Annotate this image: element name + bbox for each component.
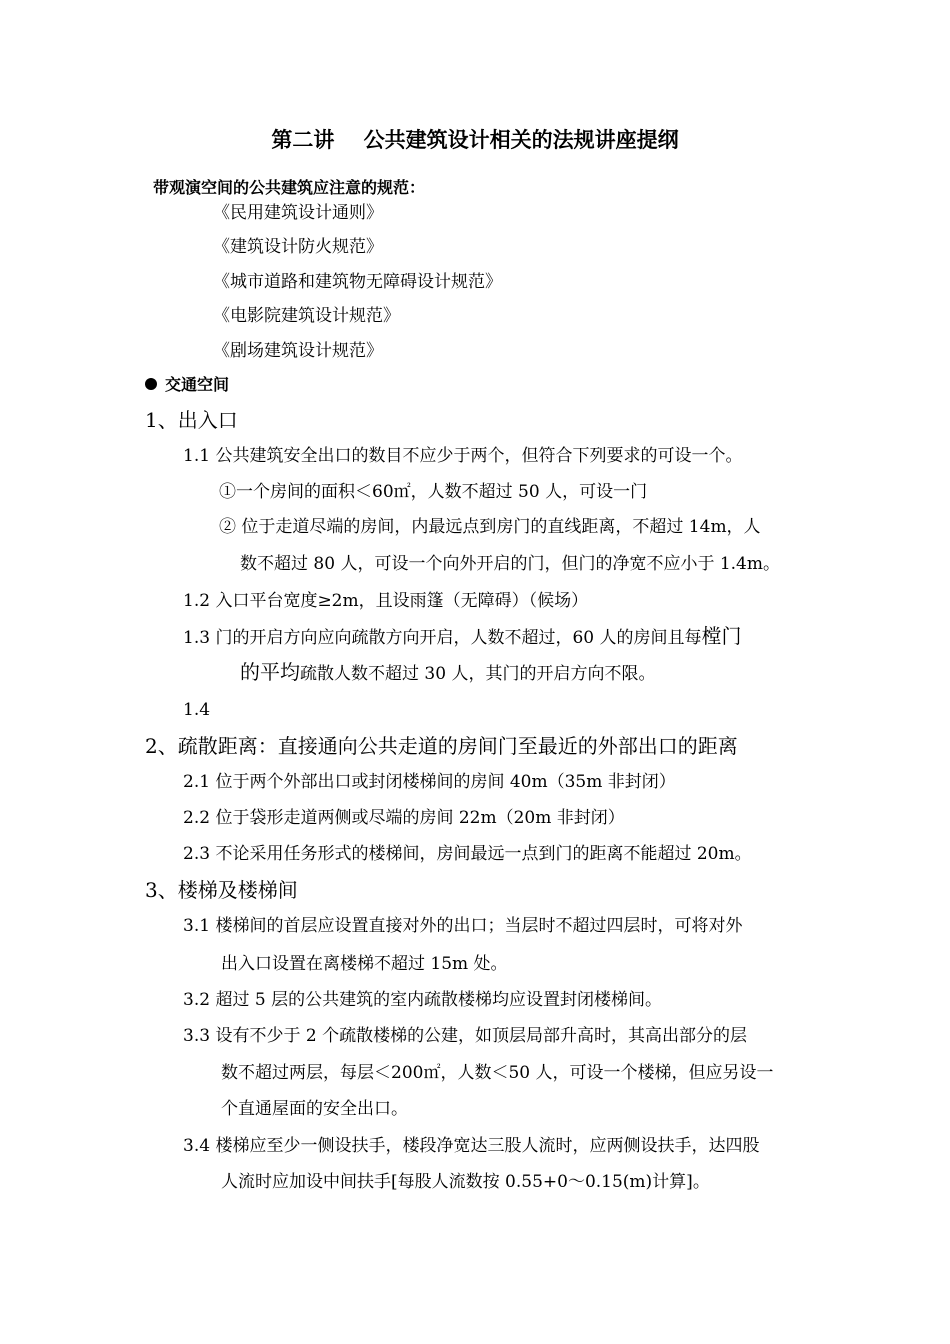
paragraph: 3.3 设有不少于 2 个疏散楼梯的公建，如顶层局部升高时，其高出部分的层 bbox=[183, 1026, 748, 1046]
paragraph bbox=[183, 624, 741, 650]
paragraph: 3.4 楼梯应至少一侧设扶手，楼段净宽达三股人流时，应两侧设扶手，达四股 bbox=[183, 1136, 760, 1156]
section-heading-evacuation: 2、疏散距离：直接通向公共走道的房间门至最近的外部出口的距离 bbox=[145, 734, 738, 758]
paragraph: 数不超过 80 人，可设一个向外开启的门，但门的净宽不应小于 1.4m。 bbox=[240, 554, 780, 574]
code-item: 《民用建筑设计通则》 bbox=[213, 203, 383, 223]
paragraph: ①一个房间的面积＜60㎡，人数不超过 50 人，可设一门 bbox=[219, 482, 648, 502]
codes-heading: 带观演空间的公共建筑应注意的规范： bbox=[153, 178, 426, 197]
paragraph: 3.1 楼梯间的首层应设置直接对外的出口；当层时不超过四层时，可将对外 bbox=[183, 916, 743, 936]
paragraph: 出入口设置在离楼梯不超过 15m 处。 bbox=[221, 954, 508, 974]
paragraph-text: 1.3 门的开启方向应向疏散方向开启，人数不超过，60 人的房间且每 bbox=[183, 628, 702, 648]
traffic-heading-text: 交通空间 bbox=[165, 375, 230, 394]
paragraph: 2.3 不论采用任务形式的楼梯间，房间最远一点到门的距离不能超过 20m。 bbox=[183, 844, 752, 864]
paragraph-text-large: 的平均 bbox=[240, 660, 300, 684]
paragraph: ② 位于走道尽端的房间，内最远点到房门的直线距离，不超过 14m，人 bbox=[219, 517, 761, 537]
paragraph: 1.2 入口平台宽度≥2m，且设雨篷（无障碍）（候场） bbox=[183, 591, 589, 611]
section-heading-stairs: 3、楼梯及楼梯间 bbox=[145, 878, 298, 902]
code-item: 《剧场建筑设计规范》 bbox=[213, 341, 383, 361]
traffic-heading bbox=[145, 373, 229, 397]
paragraph: 个直通屋面的安全出口。 bbox=[221, 1099, 408, 1119]
paragraph: 1.4 bbox=[183, 700, 211, 720]
paragraph: 3.2 超过 5 层的公共建筑的室内疏散楼梯均应设置封闭楼梯间。 bbox=[183, 990, 663, 1010]
paragraph: 2.1 位于两个外部出口或封闭楼梯间的房间 40m（35m 非封闭） bbox=[183, 772, 676, 792]
paragraph-text-large: 樘门 bbox=[701, 624, 742, 648]
paragraph bbox=[240, 660, 655, 686]
paragraph: 1.1 公共建筑安全出口的数目不应少于两个，但符合下列要求的可设一个。 bbox=[183, 446, 743, 466]
paragraph-text: 疏散人数不超过 30 人，其门的开启方向不限。 bbox=[300, 664, 656, 684]
bullet-icon bbox=[145, 378, 157, 390]
code-item: 《城市道路和建筑物无障碍设计规范》 bbox=[213, 272, 502, 292]
code-item: 《建筑设计防火规范》 bbox=[213, 237, 383, 257]
paragraph: 人流时应加设中间扶手[每股人流数按 0.55+0～0.15(m)计算]。 bbox=[221, 1172, 710, 1192]
section-heading-entrance: 1、出入口 bbox=[145, 408, 238, 432]
code-item: 《电影院建筑设计规范》 bbox=[213, 306, 400, 326]
paragraph: 数不超过两层，每层＜200㎡，人数＜50 人，可设一个楼梯，但应另设一 bbox=[221, 1063, 774, 1083]
paragraph: 2.2 位于袋形走道两侧或尽端的房间 22m（20m 非封闭） bbox=[183, 808, 625, 828]
page-title: 第二讲 公共建筑设计相关的法规讲座提纲 bbox=[271, 128, 679, 152]
